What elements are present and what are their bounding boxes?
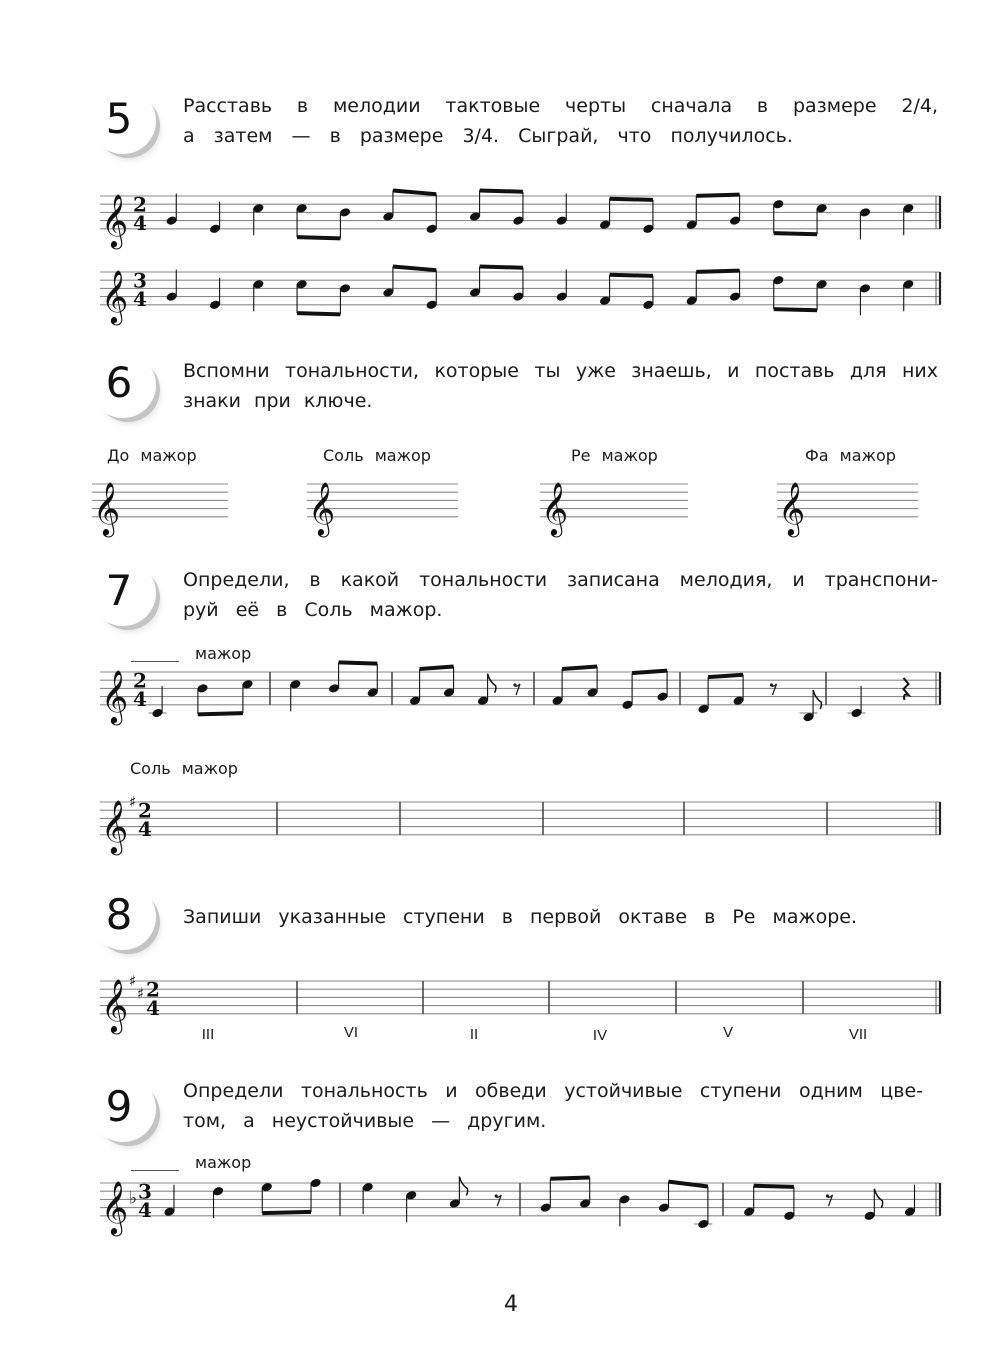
time-signature-bottom: 4 bbox=[133, 210, 147, 235]
note-beam bbox=[562, 667, 597, 669]
staff-ex7b bbox=[100, 793, 940, 855]
staff-ex7a bbox=[100, 662, 940, 724]
eighth-flag bbox=[488, 674, 496, 693]
note-beam bbox=[480, 267, 523, 268]
time-signature-top: 3 bbox=[138, 1179, 152, 1204]
note-beam bbox=[754, 1186, 794, 1187]
time-signature-top: 2 bbox=[138, 798, 152, 823]
treble-clef-icon: 𝄞 bbox=[101, 268, 129, 323]
exercise-number-9: 9 bbox=[90, 1076, 156, 1142]
sharp-icon: ♯ bbox=[137, 984, 145, 1003]
note-beam bbox=[550, 1178, 589, 1179]
key-label-major: мажор bbox=[195, 644, 252, 663]
staff-ex5b bbox=[100, 267, 940, 325]
note-beam bbox=[420, 667, 454, 669]
note-beam bbox=[632, 671, 667, 673]
degree-label: VI bbox=[343, 1024, 359, 1041]
target-key-label: Соль мажор bbox=[130, 759, 238, 778]
eighth-rest-dot bbox=[495, 1194, 498, 1197]
staff-ex9 bbox=[100, 1177, 940, 1236]
page-number: 4 bbox=[504, 1292, 518, 1317]
treble-clef-icon: 𝄞 bbox=[778, 480, 806, 535]
note-beam bbox=[393, 191, 436, 195]
sharp-icon: ♯ bbox=[129, 972, 137, 990]
eighth-rest-dot bbox=[770, 683, 773, 686]
note-beam bbox=[696, 271, 739, 272]
note-beam bbox=[696, 195, 739, 196]
note-beam bbox=[610, 275, 653, 276]
note-beam bbox=[669, 1182, 708, 1187]
treble-clef-icon: 𝄞 bbox=[101, 798, 129, 853]
time-signature-bottom: 4 bbox=[133, 686, 147, 711]
exercise-5-text-line-2: а затем — в размере 3/4. Сыграй, что получилось. bbox=[183, 125, 793, 147]
note-beam bbox=[480, 191, 523, 192]
key-label-d-major: Ре мажор bbox=[571, 446, 658, 465]
exercise-number-5: 5 bbox=[90, 88, 156, 154]
staff-ex6c bbox=[540, 481, 688, 537]
time-signature-bottom: 4 bbox=[133, 286, 147, 311]
eighth-flag bbox=[813, 690, 821, 709]
treble-clef-icon: 𝄞 bbox=[101, 1179, 129, 1234]
key-label-f-major: Фа мажор bbox=[805, 446, 896, 465]
key-label-c-major: До мажор bbox=[107, 446, 197, 465]
note-beam bbox=[339, 662, 378, 663]
exercise-7-text-line-1: Определи, в какой тональности записана мелодия, и транспони- bbox=[183, 569, 938, 591]
note-beam bbox=[198, 713, 243, 714]
eighth-flag bbox=[459, 1177, 467, 1196]
exercise-7-text-line-2: руй её в Соль мажор. bbox=[183, 599, 443, 621]
eighth-rest-dot bbox=[513, 683, 516, 686]
exercise-5-text-line-1: Расставь в мелодии тактовые черты сначала в размере 2/4, bbox=[183, 95, 938, 117]
treble-clef-icon: 𝄞 bbox=[541, 480, 569, 535]
degree-label: V bbox=[722, 1024, 734, 1041]
key-label-major: мажор bbox=[195, 1153, 252, 1172]
degree-label: III bbox=[201, 1026, 215, 1043]
exercise-8-text: Запиши указанные ступени в первой октаве в Ре мажоре. bbox=[183, 906, 858, 928]
treble-clef-icon: 𝄞 bbox=[101, 668, 129, 723]
degree-label: VII bbox=[848, 1026, 868, 1043]
flat-icon: ♭ bbox=[129, 1188, 138, 1209]
staff-ex6d bbox=[777, 481, 918, 537]
staff-ex8 bbox=[100, 972, 940, 1034]
degree-label: IV bbox=[592, 1027, 608, 1044]
treble-clef-icon: 𝄞 bbox=[101, 977, 129, 1032]
time-signature-bottom: 4 bbox=[138, 1197, 152, 1222]
time-signature-top: 3 bbox=[133, 268, 147, 293]
note-beam bbox=[774, 233, 817, 234]
exercise-6-text-line-1: Вспомни тональности, которые ты уже знаешь, и поставь для них bbox=[183, 360, 938, 382]
time-signature-bottom: 4 bbox=[138, 816, 152, 841]
eighth-rest-dot bbox=[826, 1194, 829, 1197]
exercise-number-6: 6 bbox=[90, 352, 156, 418]
treble-clef-icon: 𝄞 bbox=[93, 480, 121, 535]
exercise-number-7: 7 bbox=[90, 560, 156, 626]
degree-label: II bbox=[469, 1026, 479, 1043]
time-signature-top: 2 bbox=[146, 977, 160, 1002]
exercise-9-text-line-2: том, а неустойчивые — другим. bbox=[183, 1110, 547, 1132]
time-signature-top: 2 bbox=[133, 192, 147, 217]
time-signature-top: 2 bbox=[133, 668, 147, 693]
staff-ex6a bbox=[92, 481, 228, 537]
note-beam bbox=[610, 199, 653, 200]
staff-ex6b bbox=[307, 481, 458, 537]
staff-ex5a bbox=[100, 191, 940, 249]
key-label-g-major: Соль мажор bbox=[323, 446, 431, 465]
exercise-number-8: 8 bbox=[90, 884, 156, 950]
note-beam bbox=[262, 1212, 311, 1213]
exercise-9-text-line-1: Определи тональность и обведи устойчивые ступени одним цве- bbox=[183, 1080, 923, 1102]
note-beam bbox=[708, 675, 743, 677]
treble-clef-icon: 𝄞 bbox=[101, 192, 129, 247]
sharp-icon: ♯ bbox=[129, 793, 137, 811]
note-beam bbox=[297, 313, 340, 314]
note-beam bbox=[297, 237, 340, 238]
treble-clef-icon: 𝄞 bbox=[308, 480, 336, 535]
exercise-6-text-line-2: знаки при ключе. bbox=[183, 390, 373, 412]
time-signature-bottom: 4 bbox=[146, 995, 160, 1020]
note-beam bbox=[393, 267, 436, 271]
note-beam bbox=[774, 309, 817, 310]
